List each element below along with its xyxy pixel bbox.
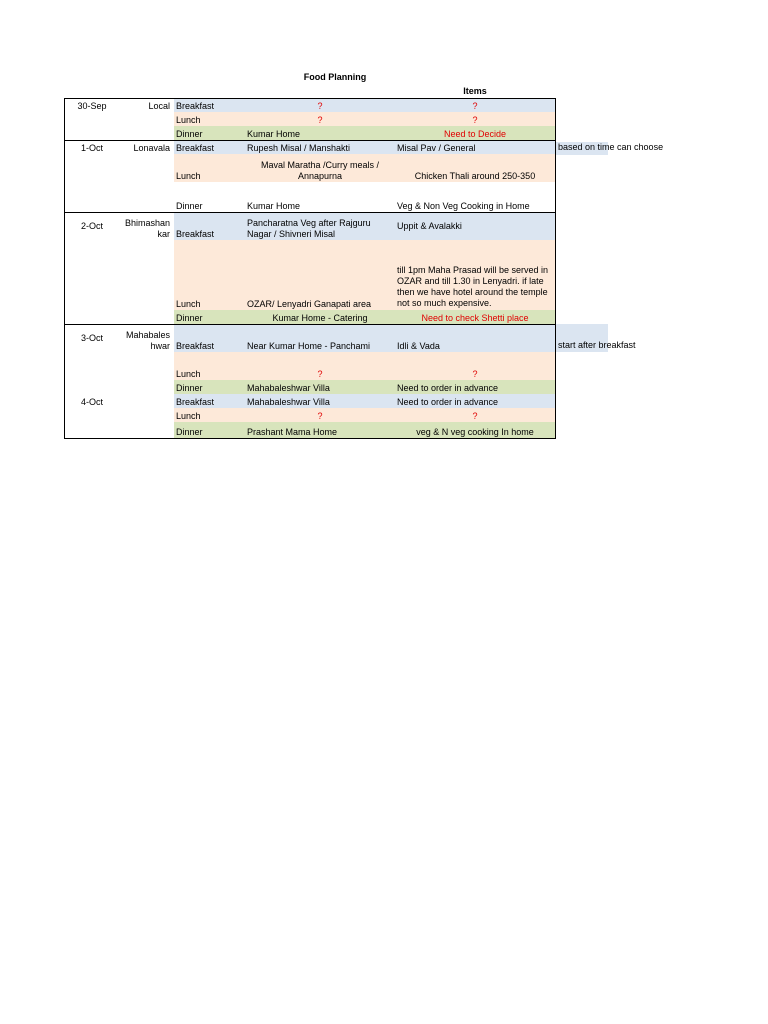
- date-cell: 4-Oct: [80, 397, 103, 407]
- meal-cell: Dinner: [174, 380, 245, 394]
- meal-cell: Breakfast: [174, 324, 245, 352]
- items-cell: Need to check Shetti place: [395, 310, 555, 324]
- where-cell: Kumar Home: [245, 126, 395, 140]
- place-cell: Local: [148, 101, 170, 111]
- where-cell: Rupesh Misal / Manshakti: [245, 140, 395, 154]
- items-cell: ?: [395, 408, 555, 422]
- place-cell: Lonavala: [133, 143, 170, 153]
- side-note: start after breakfast: [558, 340, 636, 350]
- where-cell: Mahabaleshwar Villa: [245, 394, 395, 408]
- meal-cell: Lunch: [174, 240, 245, 310]
- meal-cell: Breakfast: [174, 394, 245, 408]
- meal-cell: Dinner: [176, 201, 203, 211]
- where-cell: OZAR/ Lenyadri Ganapati area: [245, 240, 395, 310]
- day-divider: [64, 140, 556, 141]
- where-cell: Kumar Home: [247, 201, 301, 211]
- where-cell: Prashant Mama Home: [245, 422, 395, 438]
- meal-cell: Dinner: [174, 310, 245, 324]
- items-cell: Need to order in advance: [395, 394, 555, 408]
- meal-cell: Dinner: [174, 126, 245, 140]
- meal-cell: Breakfast: [174, 98, 245, 112]
- date-cell: 3-Oct: [80, 332, 103, 343]
- items-cell: Misal Pav / General: [395, 140, 555, 154]
- items-cell: Need to order in advance: [395, 380, 555, 394]
- items-cell: ?: [395, 98, 555, 112]
- page-title: Food Planning: [303, 72, 367, 82]
- where-cell: ?: [245, 352, 395, 380]
- where-cell: Mahabaleshwar Villa: [245, 380, 395, 394]
- where-cell: Pancharatna Veg after Rajguru Nagar / Shivneri Misal: [245, 212, 395, 240]
- place-cell: Mahabales hwar: [125, 330, 170, 351]
- meal-cell: Breakfast: [174, 212, 245, 240]
- meal-cell: Breakfast: [174, 140, 245, 154]
- items-cell: ?: [395, 112, 555, 126]
- items-cell: till 1pm Maha Prasad will be served in OZAR and till 1.30 in Lenyadri. if late then we have hotel around the temple not so much expensive.: [395, 240, 555, 310]
- where-cell: ?: [245, 98, 395, 112]
- items-cell: Veg & Non Veg Cooking in Home: [397, 201, 530, 211]
- items-cell: Need to Decide: [395, 126, 555, 140]
- date-cell: 2-Oct: [80, 220, 103, 231]
- meal-cell: Lunch: [174, 352, 245, 380]
- date-cell: 1-Oct: [80, 143, 103, 153]
- where-cell: Near Kumar Home - Panchami: [245, 324, 395, 352]
- where-cell: ?: [245, 408, 395, 422]
- meal-cell: Dinner: [174, 422, 245, 438]
- where-cell: Maval Maratha /Curry meals / Annapurna: [245, 154, 395, 182]
- items-cell: Idli & Vada: [395, 324, 555, 352]
- food-plan-table: [64, 98, 555, 438]
- items-cell: Uppit & Avalakki: [395, 212, 555, 240]
- where-cell: ?: [245, 112, 395, 126]
- place-cell: Bhimashan kar: [124, 218, 170, 239]
- items-cell: ?: [395, 352, 555, 380]
- meal-cell: Lunch: [174, 408, 245, 422]
- meal-cell: Lunch: [174, 154, 245, 182]
- day-divider: [64, 324, 556, 325]
- day-divider: [64, 212, 556, 213]
- items-cell: veg & N veg cooking In home: [395, 422, 555, 438]
- side-note: based on time can choose: [558, 142, 664, 152]
- items-cell: Chicken Thali around 250-350: [395, 154, 555, 182]
- meal-cell: Lunch: [174, 112, 245, 126]
- date-cell: 30-Sep: [77, 101, 107, 111]
- items-column-header: Items: [463, 86, 487, 96]
- where-cell: Kumar Home - Catering: [245, 310, 395, 324]
